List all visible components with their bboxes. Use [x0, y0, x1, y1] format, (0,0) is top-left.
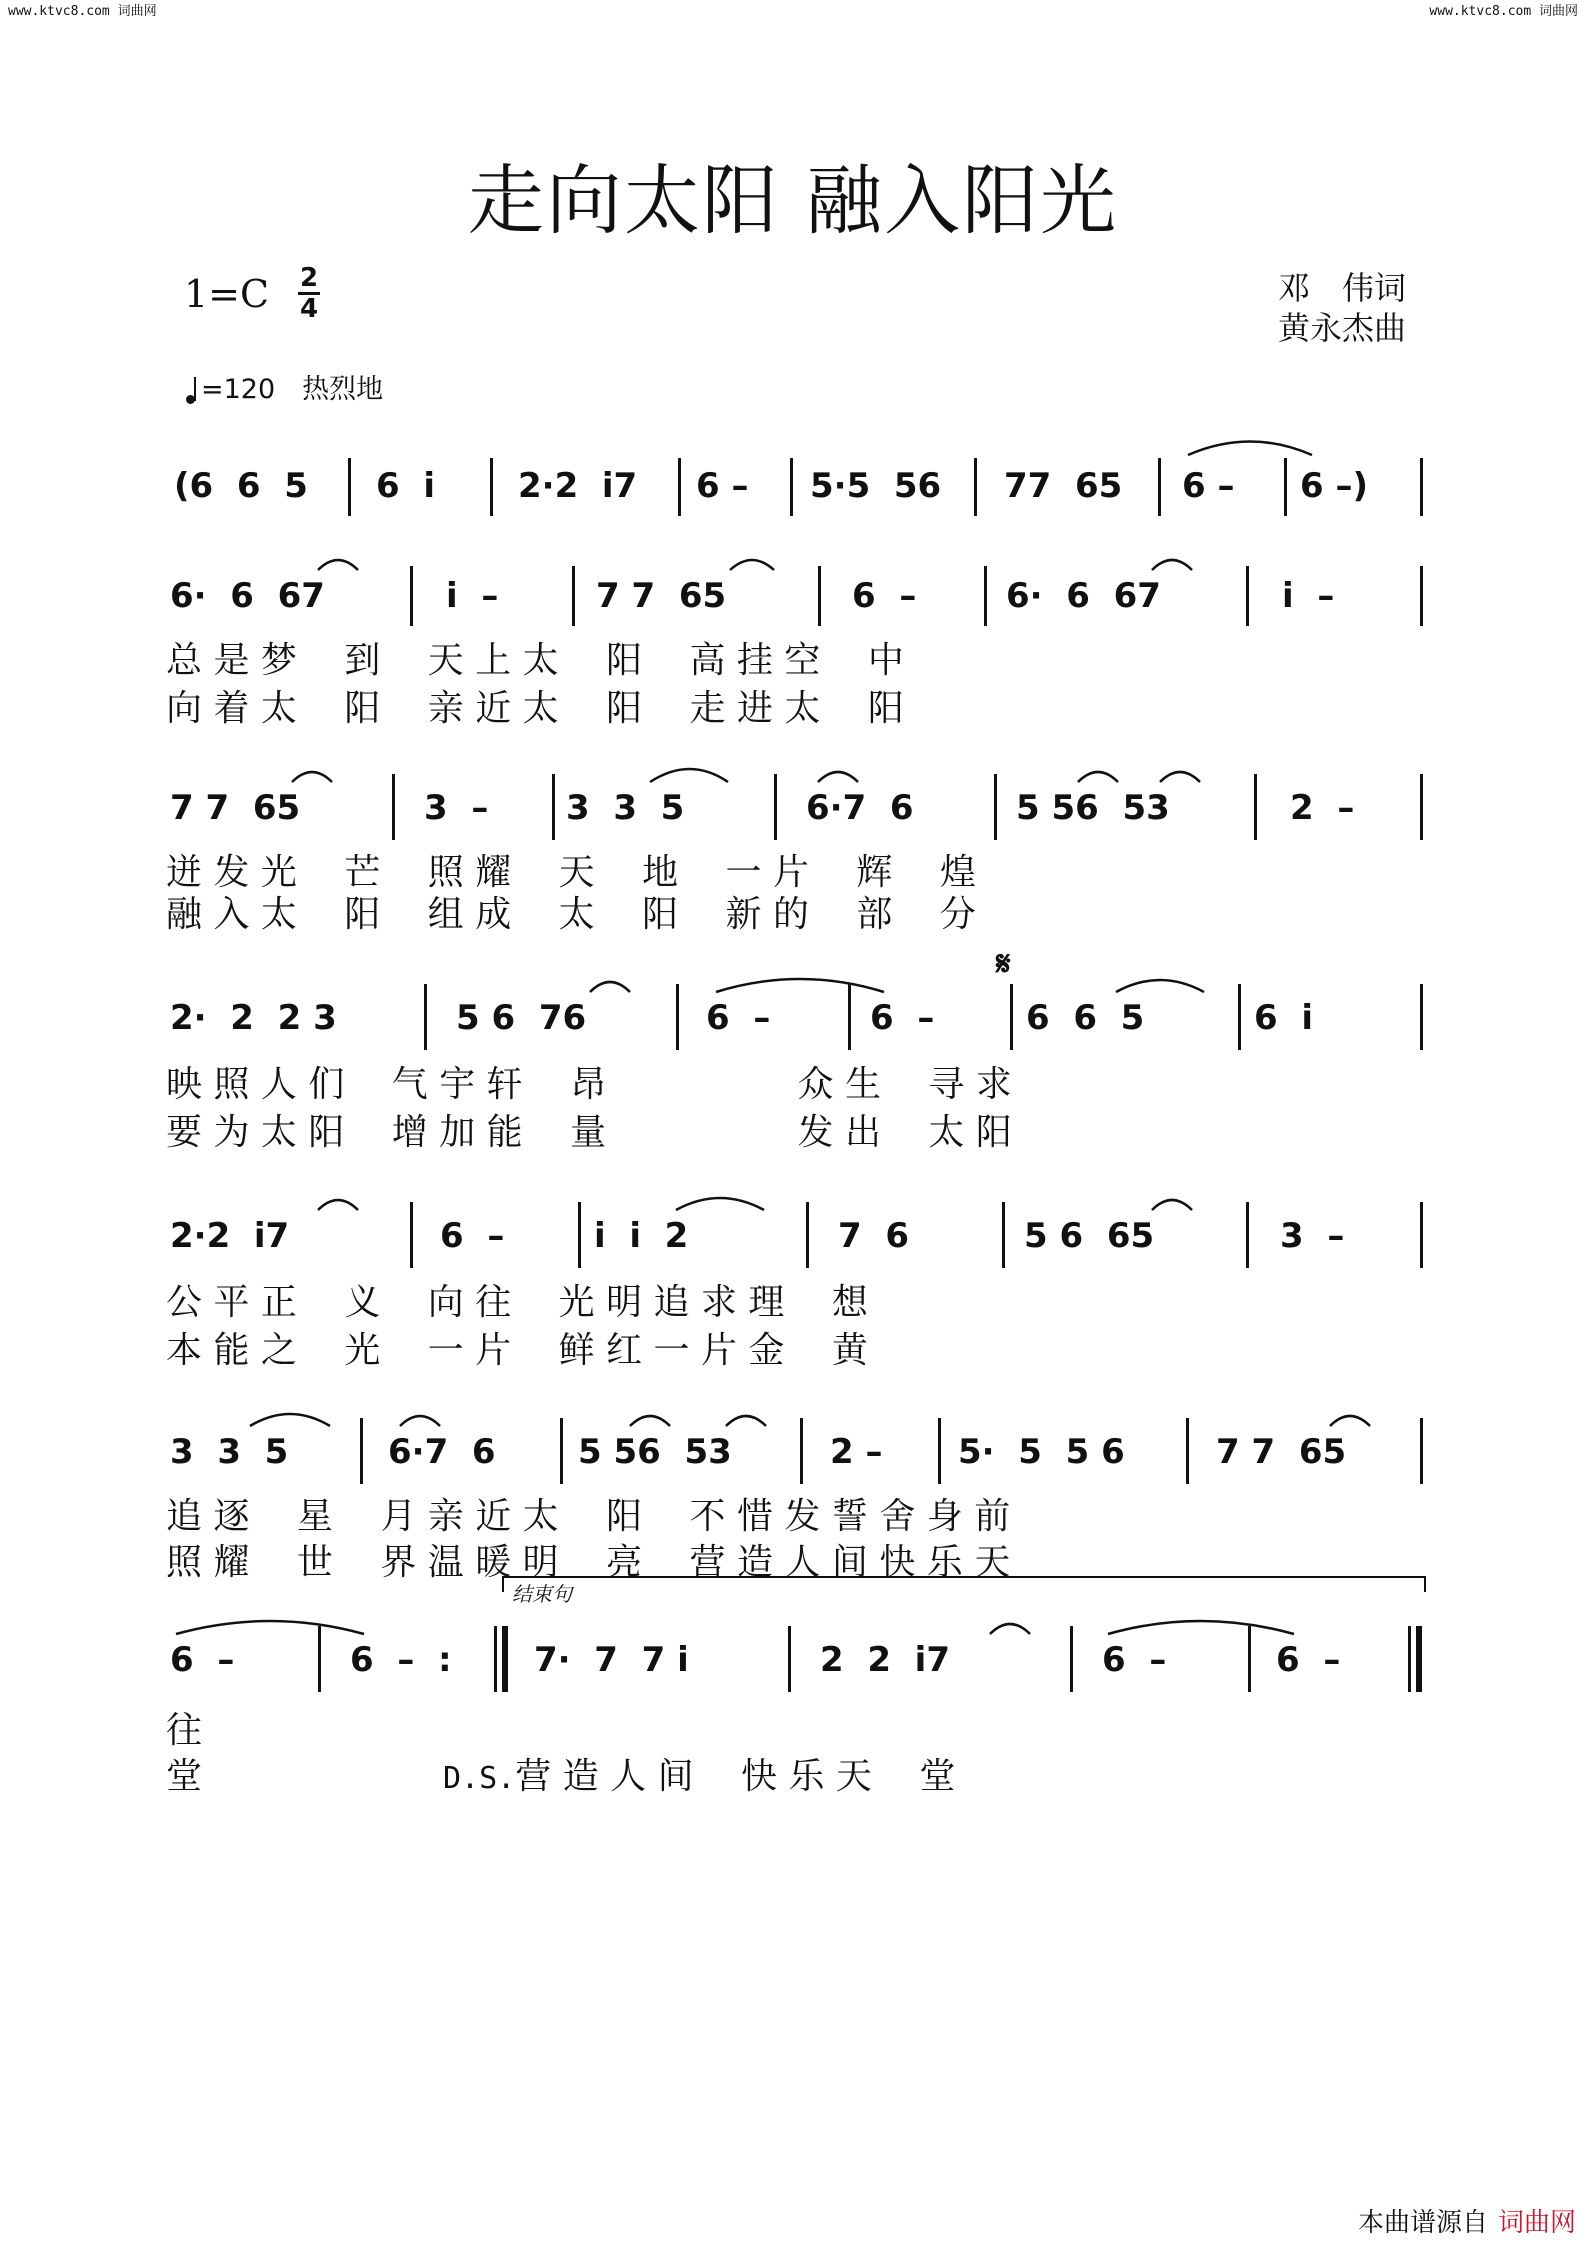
barline	[788, 1626, 791, 1692]
lyricist: 邓 伟词	[1277, 269, 1406, 307]
lyrics-verse-2: 本 能 之 光 一 片 鲜 红 一 片 金 黄	[166, 1330, 868, 1371]
measure: 77 65	[1004, 466, 1123, 506]
barline	[560, 1418, 563, 1484]
measure: 6 –	[852, 576, 917, 616]
barline	[490, 458, 493, 516]
measure: 5 56 53	[1016, 788, 1170, 828]
barline	[994, 774, 997, 840]
measure: 5 6 65	[1024, 1216, 1155, 1256]
barline	[1186, 1418, 1189, 1484]
barline	[1246, 1202, 1249, 1268]
barline	[318, 1626, 321, 1692]
measure: 6· 6 67	[1006, 576, 1161, 616]
measure: 6 –	[706, 998, 771, 1038]
site-watermark-right: www.ktvc8.com 词曲网	[1429, 4, 1578, 19]
barline	[676, 984, 679, 1050]
barline	[1254, 774, 1257, 840]
barline	[392, 774, 395, 840]
measure: 2 2 i7	[820, 1640, 950, 1680]
barline	[790, 458, 793, 516]
tempo-marking	[186, 367, 383, 406]
barline	[1158, 458, 1161, 516]
measure: 5·5 56	[810, 466, 942, 506]
lyrics-verse-1: 公 平 正 义 向 往 光 明 追 求 理 想	[166, 1282, 868, 1323]
measure: 6 –	[1102, 1640, 1167, 1680]
segno-sign: 𝄋	[996, 944, 1011, 984]
measure: 7 7 65	[170, 788, 301, 828]
source-text: 本曲谱源自	[1357, 2208, 1488, 2238]
song-title: 走向太阳 融入阳光	[467, 156, 1119, 245]
site-watermark-left: www.ktvc8.com 词曲网	[8, 4, 157, 19]
barline	[848, 984, 851, 1050]
barline	[578, 1202, 581, 1268]
credits	[1278, 268, 1406, 348]
key-signature: 1=C	[184, 272, 270, 316]
ending-label: 结束句	[512, 1582, 572, 1606]
measure: i –	[1282, 576, 1335, 616]
measure: 7 7 65	[1216, 1432, 1347, 1472]
composer: 黄永杰曲	[1277, 309, 1406, 347]
lyrics-verse-1: 映 照 人 们 气 宇 轩 昂 众 生 寻 求	[166, 1064, 1012, 1105]
barline	[410, 566, 413, 626]
measure: 6 –	[870, 998, 935, 1038]
barline	[1002, 1202, 1005, 1268]
barline	[1420, 458, 1423, 516]
measure: 3 3 5	[566, 788, 685, 828]
measure: 7 7 65	[596, 576, 727, 616]
measure: 2· 2 2 3	[170, 998, 337, 1038]
lyrics-verse-2: 堂	[166, 1756, 203, 1797]
barline	[1248, 1626, 1251, 1692]
barline	[800, 1418, 803, 1484]
ds-lyrics: 营 造 人 间 快 乐 天 堂	[515, 1756, 956, 1797]
time-bottom: 4	[299, 294, 319, 324]
measure: 2·2 i7	[518, 466, 638, 506]
barline	[410, 1202, 413, 1268]
lyrics-verse-2: 融 入 太 阳 组 成 太 阳 新 的 部 分	[166, 894, 976, 935]
barline	[1420, 984, 1423, 1050]
barline	[494, 1626, 497, 1692]
measure: 6 –	[1182, 466, 1235, 506]
measure: 3 3 5	[170, 1432, 289, 1472]
source-footer	[1358, 2202, 1576, 2239]
final-barline	[1416, 1626, 1422, 1692]
measure: 7· 7 7 i	[534, 1640, 689, 1680]
tempo-text: =120 热烈地	[201, 374, 384, 405]
measure: 6 6 5	[1026, 998, 1145, 1038]
measure: 6 – :	[350, 1640, 452, 1680]
barline	[1010, 984, 1013, 1050]
barline	[818, 566, 821, 626]
barline	[1420, 774, 1423, 840]
lyrics-verse-2: 照 耀 世 界 温 暖 明 亮 营 造 人 间 快 乐 天	[166, 1542, 1011, 1583]
measure: 5 6 76	[456, 998, 587, 1038]
barline	[984, 566, 987, 626]
measure: 3 –	[1280, 1216, 1345, 1256]
barline	[1238, 984, 1241, 1050]
barline	[1420, 566, 1423, 626]
quarter-note-icon	[186, 395, 195, 404]
barline	[552, 774, 555, 840]
measure: 6·7 6	[806, 788, 914, 828]
measure: 6 –	[1276, 1640, 1341, 1680]
barline	[678, 458, 681, 516]
measure: 6 –	[696, 466, 749, 506]
repeat-barline	[502, 1626, 508, 1692]
barline	[774, 774, 777, 840]
time-signature	[298, 265, 320, 322]
barline	[348, 458, 351, 516]
measure: 6 i	[376, 466, 435, 506]
ds-prefix: D.S.	[443, 1761, 516, 1796]
measure: 3 –	[424, 788, 489, 828]
measure: i i 2	[594, 1216, 689, 1256]
time-top: 2	[299, 263, 319, 293]
barline	[572, 566, 575, 626]
barline	[974, 458, 977, 516]
measure: 6· 6 67	[170, 576, 325, 616]
lyrics-verse-1: 迸 发 光 芒 照 耀 天 地 一 片 辉 煌	[166, 852, 976, 893]
ending-bracket	[502, 1576, 1426, 1592]
measure: 6 –	[440, 1216, 505, 1256]
barline	[424, 984, 427, 1050]
measure: 5· 5 5 6	[958, 1432, 1125, 1472]
barline	[1246, 566, 1249, 626]
barline	[938, 1418, 941, 1484]
barline	[1420, 1202, 1423, 1268]
measure: 5 56 53	[578, 1432, 732, 1472]
measure: 6 i	[1254, 998, 1313, 1038]
measure: 2 –	[830, 1432, 883, 1472]
barline	[1408, 1626, 1411, 1692]
measure: 6 –	[170, 1640, 235, 1680]
barline	[806, 1202, 809, 1268]
lyrics-verse-1: 往	[166, 1710, 203, 1751]
measure: 2·2 i7	[170, 1216, 290, 1256]
barline	[1070, 1626, 1073, 1692]
measure: (6 6 5	[174, 466, 308, 506]
measure: 6·7 6	[388, 1432, 496, 1472]
measure: 6 –)	[1300, 466, 1369, 506]
lyrics-verse-2: 向 着 太 阳 亲 近 太 阳 走 进 太 阳	[166, 688, 904, 729]
lyrics-verse-1: 追 逐 星 月 亲 近 太 阳 不 惜 发 誓 舍 身 前	[166, 1496, 1011, 1537]
measure: 2 –	[1290, 788, 1355, 828]
site-brand[interactable]: 词曲网	[1497, 2208, 1576, 2238]
ds-instruction	[443, 1748, 955, 1799]
measure: 7 6	[838, 1216, 909, 1256]
lyrics-verse-2: 要 为 太 阳 增 加 能 量 发 出 太 阳	[166, 1112, 1012, 1153]
barline	[1284, 458, 1287, 516]
measure: i –	[446, 576, 499, 616]
barline	[360, 1418, 363, 1484]
lyrics-verse-1: 总 是 梦 到 天 上 太 阳 高 挂 空 中	[166, 640, 904, 681]
barline	[1420, 1418, 1423, 1484]
